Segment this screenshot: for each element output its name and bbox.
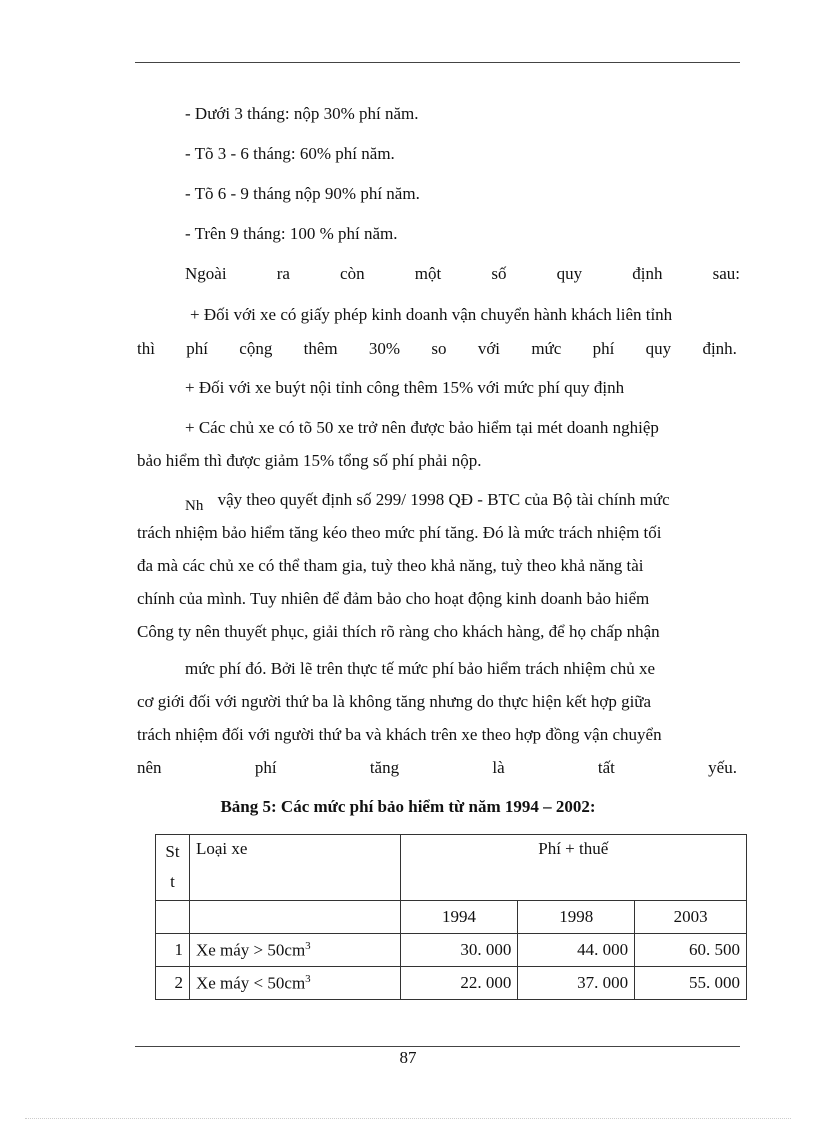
year-cell: 1994 bbox=[400, 901, 518, 934]
fee-value: 30. 000 bbox=[400, 934, 518, 967]
header-vehicle-type: Loại xe bbox=[189, 835, 400, 901]
list-item: - Trên 9 tháng: 100 % phí năm. bbox=[185, 224, 398, 243]
word: ra bbox=[276, 264, 290, 283]
para-1-line: đa mà các chủ xe có thể tham gia, tuỳ theo khả năng, tuỳ theo khả năng tài bbox=[137, 556, 644, 575]
word: phí bbox=[592, 339, 615, 358]
table-row bbox=[156, 967, 747, 1000]
fee-value: 44. 000 bbox=[518, 934, 635, 967]
row-stt: 2 bbox=[156, 967, 190, 1000]
header-stt-b: t bbox=[170, 872, 175, 891]
word: quy bbox=[556, 264, 583, 283]
para-1-line-1 bbox=[185, 490, 670, 514]
para-2-line: cơ giới đối với người thứ ba là không tăng nhưng do thực hiện kết hợp giữa bbox=[137, 692, 652, 711]
rule-2: + Đối với xe buýt nội tỉnh công thêm 15% với mức phí quy định bbox=[185, 378, 625, 397]
word: thì bbox=[137, 339, 155, 358]
word: phí bbox=[186, 339, 208, 358]
word: so bbox=[431, 339, 447, 358]
page-bottom-dotted-border bbox=[25, 1118, 791, 1120]
para-1-first-word: Nh bbox=[185, 498, 204, 514]
word: tất bbox=[597, 758, 615, 777]
fee-value: 37. 000 bbox=[518, 967, 635, 1000]
header-fee-tax: Phí + thuế bbox=[400, 835, 746, 901]
word: một bbox=[414, 264, 442, 283]
word: Ngoài bbox=[185, 264, 227, 283]
word: với bbox=[477, 339, 501, 358]
word: sau: bbox=[712, 264, 740, 283]
header-stt bbox=[156, 835, 190, 901]
word: tăng bbox=[369, 758, 400, 777]
para-2-last-line bbox=[137, 758, 737, 778]
para-2-line: trách nhiệm đối với người thứ ba và khách trên xe theo hợp đồng vận chuyển bbox=[137, 725, 662, 744]
table-header-row bbox=[156, 835, 747, 901]
vehicle-type-text: Xe máy > 50cm bbox=[195, 940, 306, 960]
word: nên bbox=[137, 758, 162, 777]
word: định. bbox=[702, 339, 737, 358]
fee-value: 55. 000 bbox=[635, 967, 747, 1000]
superscript: 3 bbox=[305, 972, 311, 985]
empty-cell bbox=[189, 901, 400, 934]
year-cell: 2003 bbox=[635, 901, 747, 934]
header-stt-a: St bbox=[165, 842, 180, 861]
rule-1-line-1: + Đối với xe có giấy phép kinh doanh vận chuyển hành khách liên tỉnh bbox=[190, 305, 673, 324]
list-item: - Tõ 6 - 9 tháng nộp 90% phí năm. bbox=[185, 184, 420, 203]
table-year-row bbox=[156, 901, 747, 934]
superscript: 3 bbox=[305, 939, 311, 952]
word: thêm bbox=[303, 339, 338, 358]
table-caption: Bảng 5: Các mức phí bảo hiểm từ năm 1994 – 2002: bbox=[220, 797, 596, 816]
para-1-line: chính của mình. Tuy nhiên để đảm bảo cho hoạt động kinh doanh bảo hiểm bbox=[137, 589, 650, 608]
row-stt: 1 bbox=[156, 934, 190, 967]
row-vehicle-type bbox=[189, 967, 400, 1000]
word: mức bbox=[531, 339, 562, 358]
rule-1-line-2 bbox=[137, 339, 737, 359]
fee-value: 60. 500 bbox=[635, 934, 747, 967]
list-item: - Tõ 3 - 6 tháng: 60% phí năm. bbox=[185, 144, 395, 163]
para-1-line: trách nhiệm bảo hiểm tăng kéo theo mức phí tăng. Đó là mức trách nhiệm tối bbox=[137, 523, 662, 542]
header-rule bbox=[135, 62, 740, 63]
word: còn bbox=[340, 264, 365, 283]
vehicle-type-text: Xe máy < 50cm bbox=[195, 973, 306, 993]
word: cộng bbox=[239, 339, 273, 358]
word: quy bbox=[645, 339, 672, 358]
word: định bbox=[632, 264, 663, 283]
row-vehicle-type bbox=[189, 934, 400, 967]
word: số bbox=[491, 264, 507, 283]
word: 30% bbox=[368, 339, 401, 358]
rule-3-line-1: + Các chủ xe có tõ 50 xe trở nên được bảo hiểm tại mét doanh nghiệp bbox=[185, 418, 659, 437]
word: yếu. bbox=[708, 758, 737, 777]
rule-3-line-2: bảo hiểm thì được giảm 15% tổng số phí phải nộp. bbox=[137, 451, 482, 470]
word: phí bbox=[254, 758, 277, 777]
para-1-line-1-rest: vậy theo quyết định số 299/ 1998 QĐ - BTC của Bộ tài chính mức bbox=[217, 490, 670, 509]
year-cell: 1998 bbox=[518, 901, 635, 934]
fee-table bbox=[155, 834, 747, 1000]
table-row bbox=[156, 934, 747, 967]
para-1-line: Công ty nên thuyết phục, giải thích rõ ràng cho khách hàng, để họ chấp nhận bbox=[137, 622, 660, 641]
other-rules-intro bbox=[185, 264, 740, 284]
para-2-line: mức phí đó. Bởi lẽ trên thực tế mức phí bảo hiểm trách nhiệm chủ xe bbox=[185, 659, 656, 678]
fee-value: 22. 000 bbox=[400, 967, 518, 1000]
footer-rule bbox=[135, 1046, 740, 1047]
empty-cell bbox=[156, 901, 190, 934]
page-number: 87 bbox=[399, 1048, 417, 1067]
word: là bbox=[492, 758, 505, 777]
list-item: - Dưới 3 tháng: nộp 30% phí năm. bbox=[185, 104, 419, 123]
